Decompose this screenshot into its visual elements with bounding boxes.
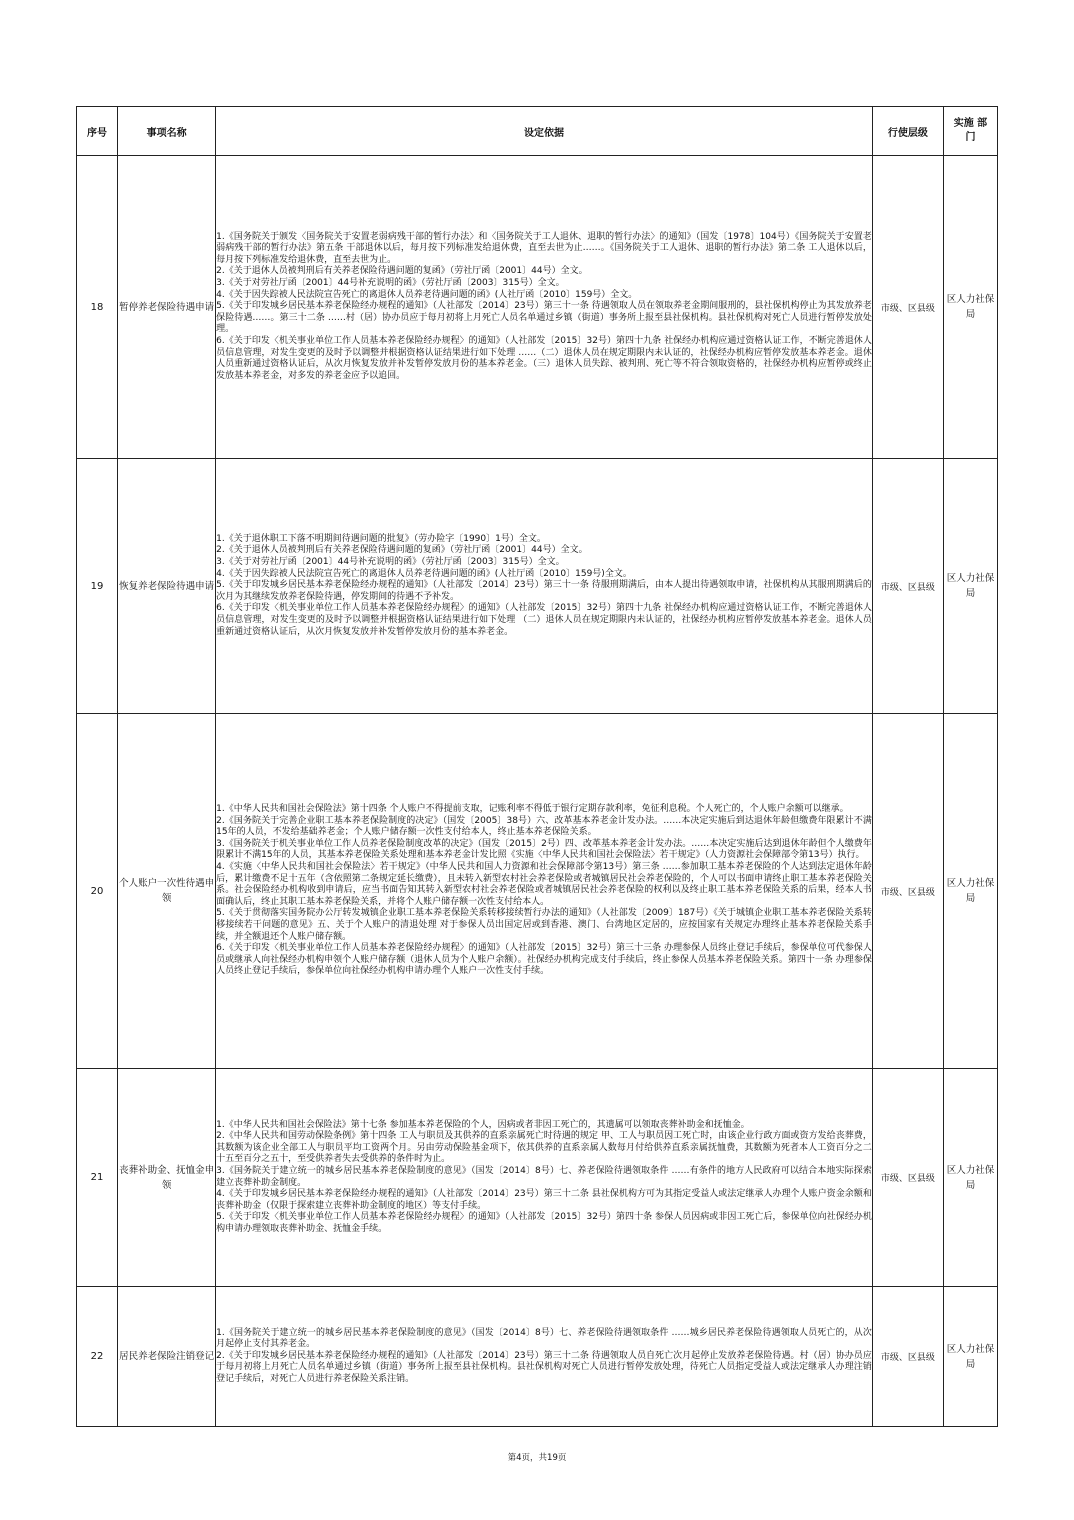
matter-name: 恢复养老保险待遇申请 [118, 459, 216, 714]
basis-item: 6.《关于印发〈机关事业单位工作人员基本养老保险经办规程〉的通知》（人社部发〔2015〕32号）第四十九条 社保经办机构应通过资格认证工作，不断完善退休人员信息管理，对发生变更的及时予以调整并根据资格认证结果进行如下处理 （二）退休人员在规定期限内未认证的，社保经办机构应暂停发放基本养老金。退休人员重新通过资格认证后，从次月恢复发放并补发暂停发放月份的基本养老金。 [216, 603, 872, 637]
basis-item: 3.《国务院关于机关事业单位工作人员养老保险制度改革的决定》（国发〔2015〕2号）四、改革基本养老金计发办法。……本决定实施后达到退休年龄但个人缴费年限累计不满15年的人员，其基本养老保险关系处理和基本养老金计发比照《实施〈中华人民共和国社会保险法〉若干规定》（人力资源社会保障部令第13号）执行。 [216, 838, 872, 861]
basis-item: 5.《关于贯彻落实国务院办公厅转发城镇企业职工基本养老保险关系转移接续暂行办法的通知》（人社部发〔2009〕187号）《关于城镇企业职工基本养老保险关系转移接续若干问题的意见》五、关于个人账户的清退处理 对于参保人员出国定居或到香港、澳门、台湾地区定居的，应按国家有关规定办理终止基本养老保险关系手续，并全额退还个人账户储存额。 [216, 908, 872, 942]
basis-item: 1.《国务院关于颁发〈国务院关于安置老弱病残干部的暂行办法〉和〈国务院关于工人退休、退职的暂行办法〉的通知》（国发〔1978〕104号）《国务院关于安置老弱病残干部的暂行办法》第五条 干部退休以后，每月按下列标准发给退休费，直至去世为止……。《国务院关于工人退休、退职的暂行办法》第二条 工人退休以后，每月按下列标准发给退休费，直至去世为止。 [216, 231, 872, 265]
implementing-dept: 区人力社保局 [943, 1287, 997, 1427]
basis-item: 2.《关于印发城乡居民基本养老保险经办规程的通知》（人社部发〔2014〕23号）第三十二条 待遇领取人员自死亡次月起停止发放养老保险待遇。村（居）协办员应于每月初将上月死亡人员名单通过乡镇（街道）事务所上报至县社保机构。县社保机构对死亡人员进行暂停发放处理，待死亡人员指定受益人或法定继承人办理注销登记手续后，对死亡人员进行养老保险关系注销。 [216, 1350, 872, 1384]
row-number: 18 [77, 156, 118, 459]
basis-item: 3.《国务院关于建立统一的城乡居民基本养老保险制度的意见》（国发〔2014〕8号）七、养老保险待遇领取条件 ……有条件的地方人民政府可以结合本地实际探索建立丧葬补助金制度。 [216, 1165, 872, 1188]
basis-item: 1.《中华人民共和国社会保险法》第十四条 个人账户不得提前支取，记账利率不得低于银行定期存款利率，免征利息税。个人死亡的，个人账户余额可以继承。 [216, 804, 849, 815]
basis-item: 1.《关于退休职工下落不明期间待遇问题的批复》（劳办险字〔1990〕1号）全文。 [216, 533, 546, 544]
basis-item: 1.《国务院关于建立统一的城乡居民基本养老保险制度的意见》（国发〔2014〕8号）七、养老保险待遇领取条件 ……城乡居民养老保险待遇领取人员死亡的，从次月起停止支付其养老金。 [216, 1327, 872, 1350]
legal-basis [216, 459, 873, 714]
basis-item: 2.《关于退休人员被判刑后有关养老保险待遇问题的复函》（劳社厅函〔2001〕44号）全文。 [216, 266, 588, 277]
table-row [77, 459, 998, 714]
matter-name: 暂停养老保险待遇申请 [118, 156, 216, 459]
basis-item: 4.《实施〈中华人民共和国社会保险法〉若干规定》（中华人民共和国人力资源和社会保障部令第13号）第三条 ……参加职工基本养老保险的个人达到法定退休年龄后，累计缴费不足十五年（含依照第二条规定延长缴费），且未转入新型农村社会养老保险或者城镇居民社会养老保险的，个人可以书面申请终止职工基本养老保险关系。社会保险经办机构收到申请后，应当书面告知其转入新型农村社会养老保险或者城镇居民社会养老保险的权利以及终止职工基本养老保险关系的后果，经本人书面确认后，终止其职工基本养老保险关系，并将个人账户储存额一次性支付给本人。 [216, 862, 872, 907]
header-basis: 设定依据 [216, 107, 873, 156]
basis-item: 3.《关于对劳社厅函〔2001〕44号补充说明的函》（劳社厅函〔2003〕315号）全文。 [216, 557, 565, 568]
implementing-dept: 区人力社保局 [943, 1069, 997, 1287]
legal-basis [216, 156, 873, 459]
exercise-level: 市级、区县级 [872, 714, 943, 1069]
basis-item: 5.《关于印发〈机关事业单位工作人员基本养老保险经办规程〉的通知》（人社部发〔2015〕32号）第四十条 参保人员因病或非因工死亡后，参保单位向社保经办机构申请办理领取丧葬补助金、抚恤金手续。 [216, 1212, 872, 1234]
matter-name: 丧葬补助金、抚恤金申领 [118, 1069, 216, 1287]
table-row [77, 714, 998, 1069]
header-name: 事项名称 [118, 107, 216, 156]
legal-basis [216, 1287, 873, 1427]
matter-name: 居民养老保险注销登记 [118, 1287, 216, 1427]
basis-item: 4.《关于因失踪被人民法院宣告死亡的离退休人员养老待遇问题的函》(人社厅函〔2010〕159号)全文。 [216, 568, 632, 579]
row-number: 20 [77, 714, 118, 1069]
basis-item: 3.《关于对劳社厅函〔2001〕44号补充说明的函》（劳社厅函〔2003〕315号）全文。 [216, 278, 565, 289]
basis-item: 1.《中华人民共和国社会保险法》第十七条 参加基本养老保险的个人，因病或者非因工死亡的，其遗属可以领取丧葬补助金和抚恤金。 [216, 1119, 750, 1130]
row-number: 21 [77, 1069, 118, 1287]
table-row [77, 1069, 998, 1287]
legal-basis [216, 714, 873, 1069]
table-row [77, 156, 998, 459]
basis-item: 6.《关于印发〈机关事业单位工作人员基本养老保险经办规程〉的通知》（人社部发〔2015〕32号）第四十九条 社保经办机构应通过资格认证工作，不断完善退休人员信息管理，对发生变更的及时予以调整并根据资格认证结果进行如下处理 ……（二）退休人员在规定期限内未认证的，社保经办机构应暂停发放基本养老金。退休人员重新通过资格认证后，从次月恢复发放并补发暂停发放月份的基本养老金。（三）退休人员失踪、被判刑、死亡等不符合领取资格的，社保经办机构应暂停或终止发放基本养老金，对多发的养老金应予以追回。 [216, 335, 872, 381]
exercise-level: 市级、区县级 [872, 1287, 943, 1427]
matter-name: 个人账户一次性待遇申领 [118, 714, 216, 1069]
implementing-dept: 区人力社保局 [943, 156, 997, 459]
row-number: 19 [77, 459, 118, 714]
basis-item: 2.《关于退休人员被判刑后有关养老保险待遇问题的复函》（劳社厅函〔2001〕44号）全文。 [216, 545, 588, 556]
basis-item: 2.《中华人民共和国劳动保险条例》第十四条 工人与职员及其供养的直系亲属死亡时待遇的规定 甲、工人与职员因工死亡时，由该企业行政方面或资方发给丧葬费，其数额为该企业全部工人与职员平均工资两个月。另由劳动保险基金项下，依其供养的直系亲属人数每月付给供养直系亲属抚恤费，其数额为死者本人工资百分之二十五至百分之五十，至受供养者失去受供养的条件时为止。 [216, 1131, 872, 1165]
basis-item: 6.《关于印发〈机关事业单位工作人员基本养老保险经办规程〉的通知》（人社部发〔2015〕32号）第三十三条 办理参保人员终止登记手续后，参保单位可代参保人员或继承人向社保经办机构申领个人账户储存额（退休人员为个人账户余额）。社保经办机构完成支付手续后，终止参保人员基本养老保险关系。第四十一条 办理参保人员终止登记手续后，参保单位向社保经办机构申请办理个人账户一次性支付手续。 [216, 943, 872, 977]
header-dept: 实施 部门 [943, 107, 997, 156]
header-no: 序号 [77, 107, 118, 156]
row-number: 22 [77, 1287, 118, 1427]
exercise-level: 市级、区县级 [872, 1069, 943, 1287]
basis-item: 4.《关于因失踪被人民法院宣告死亡的离退休人员养老待遇问题的函》(人社厅函〔2010〕159号）全文。 [216, 289, 638, 300]
implementing-dept: 区人力社保局 [943, 714, 997, 1069]
header-level: 行使层级 [872, 107, 943, 156]
matters-table [76, 106, 998, 1427]
exercise-level: 市级、区县级 [872, 156, 943, 459]
exercise-level: 市级、区县级 [872, 459, 943, 714]
table-row [77, 1287, 998, 1427]
table-header-row [77, 107, 998, 156]
legal-basis [216, 1069, 873, 1287]
page-footer: 第4页，共19页 [507, 1453, 567, 1463]
basis-item: 4.《关于印发城乡居民基本养老保险经办规程的通知》（人社部发〔2014〕23号）第三十二条 县社保机构方可为其指定受益人或法定继承人办理个人账户资金余额和丧葬补助金（仅限于探索建立丧葬补助金制度的地区）等支付手续。 [216, 1189, 872, 1211]
basis-item: 2.《国务院关于完善企业职工基本养老保险制度的决定》（国发〔2005〕38号）六、改革基本养老金计发办法。……本决定实施后到达退休年龄但缴费年限累计不满15年的人员，不发给基础养老金；个人账户储存额一次性支付给本人，终止基本养老保险关系。 [216, 815, 872, 838]
implementing-dept: 区人力社保局 [943, 459, 997, 714]
basis-item: 5.《关于印发城乡居民基本养老保险经办规程的通知》（人社部发〔2014〕23号）第三十一条 待遇领取人员在领取养老金期间服刑的，县社保机构停止为其发放养老保险待遇……。第三十二条 ……村（居）协办员应于每月初将上月死亡人员名单通过乡镇（街道）事务所上报至县社保机构。县社保机构对死亡人员进行暂停发放处理。 [216, 301, 872, 335]
basis-item: 5.《关于印发城乡居民基本养老保险经办规程的通知》（人社部发〔2014〕23号）第三十一条 待服刑期满后，由本人提出待遇领取申请，社保机构从其服刑期满后的次月为其继续发放养老保险待遇，停发期间的待遇不予补发。 [216, 580, 872, 602]
